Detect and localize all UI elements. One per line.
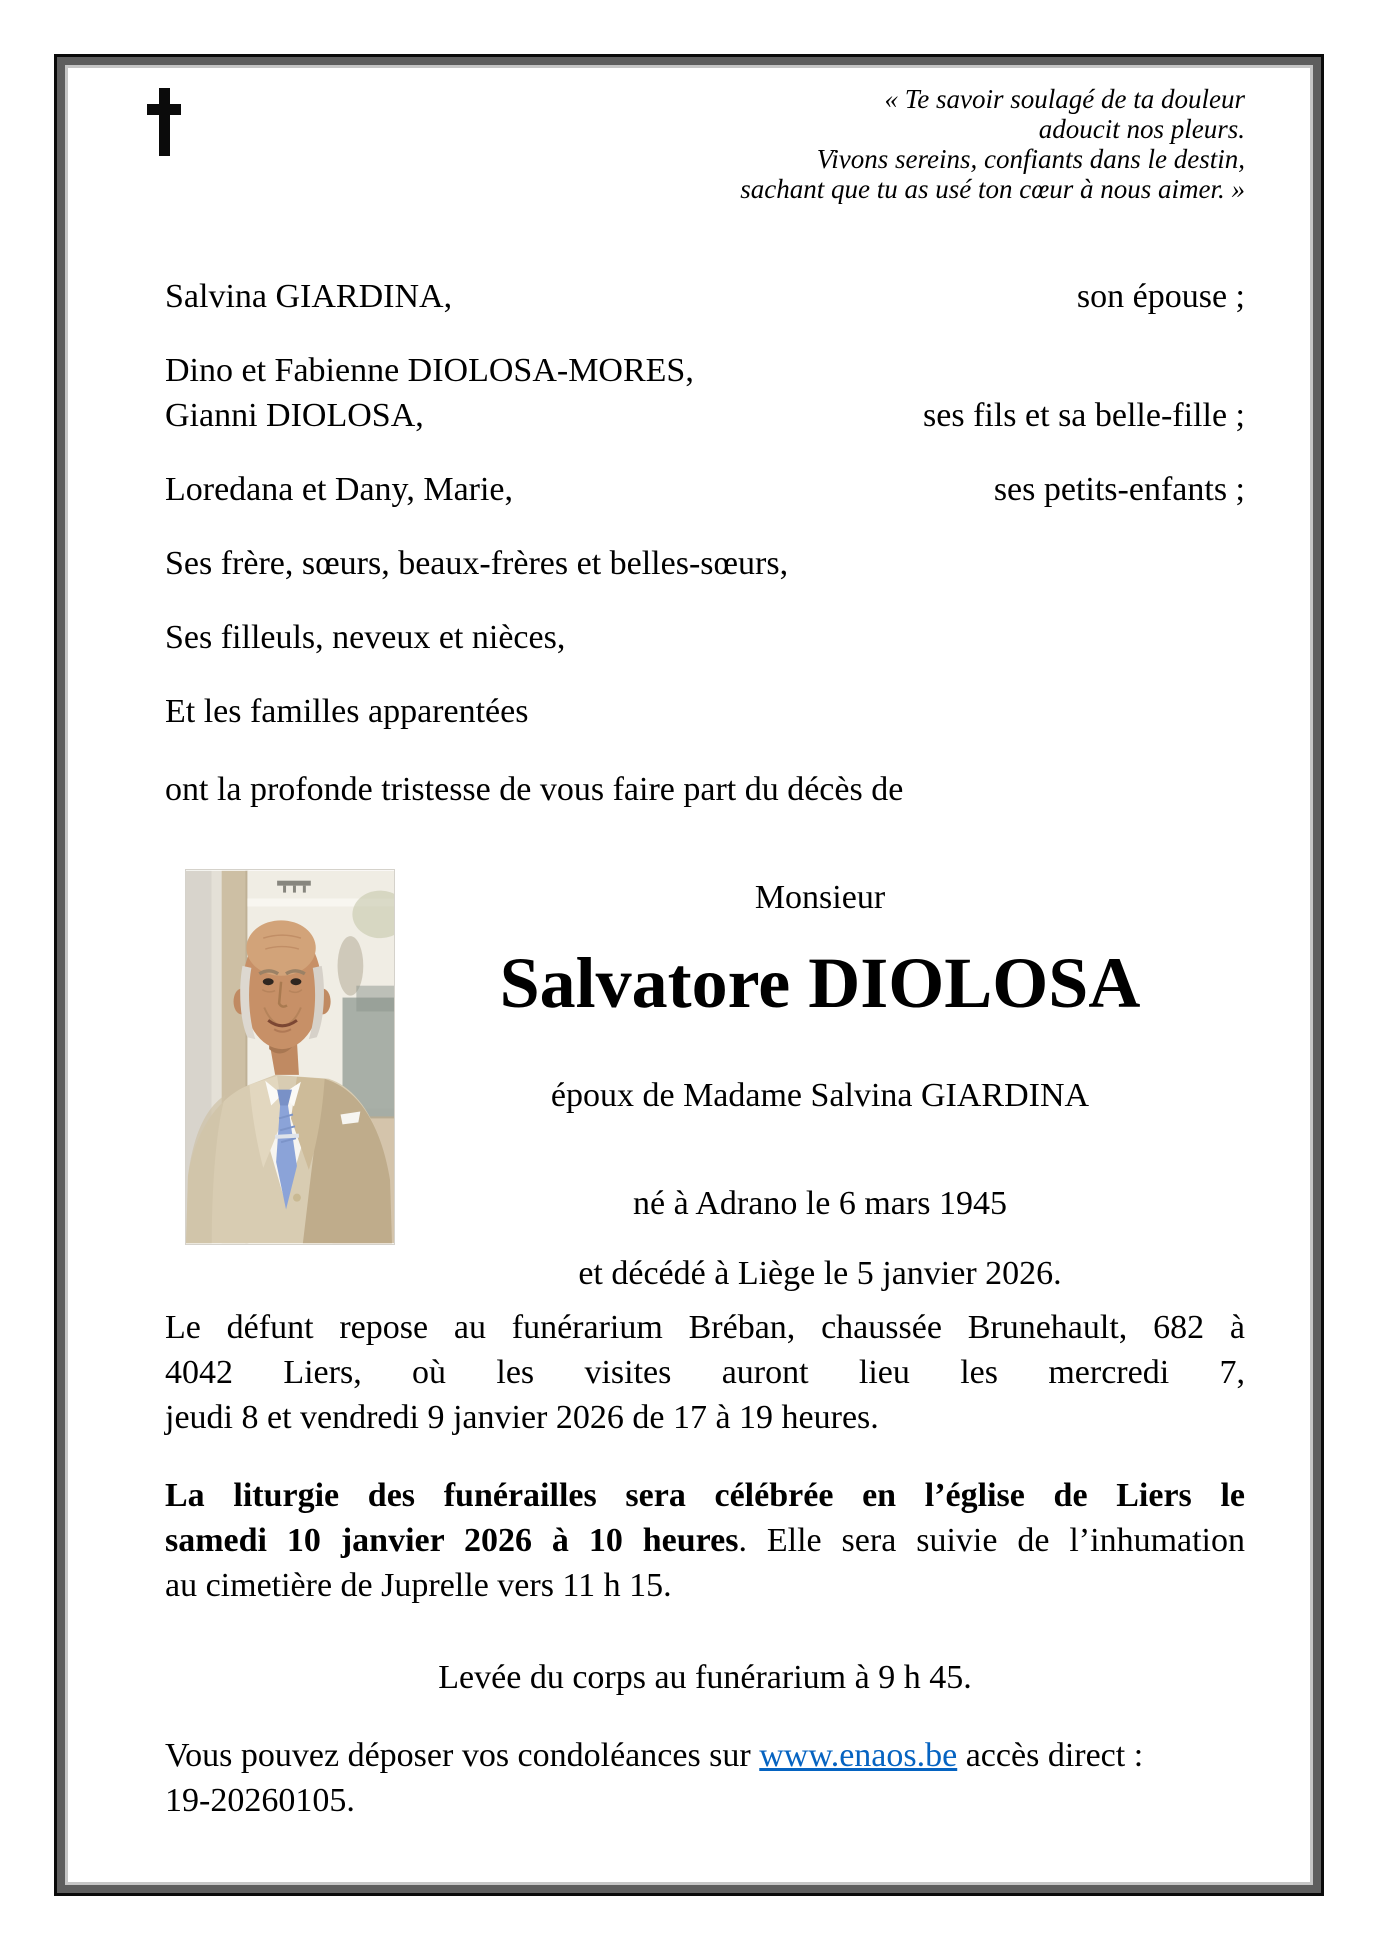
family-names bbox=[165, 467, 513, 512]
portrait-illustration bbox=[186, 870, 394, 1244]
family-row bbox=[165, 689, 1245, 734]
quote-line: Vivons sereins, confiants dans le destin, bbox=[816, 144, 1245, 174]
family-name: Ses frère, sœurs, beaux-frères et belles-sœurs, bbox=[165, 545, 789, 582]
family-list bbox=[165, 274, 1245, 734]
liturgy-line: au cimetière de Juprelle vers 11 h 15. bbox=[165, 1567, 672, 1604]
liturgy-paragraph bbox=[165, 1473, 1245, 1608]
portrait-photo bbox=[185, 869, 395, 1245]
quote-line: « Te savoir soulagé de ta douleur bbox=[884, 84, 1245, 114]
repose-line: jeudi 8 et vendredi 9 janvier 2026 de 17 à 19 heures. bbox=[165, 1399, 879, 1436]
deceased-name: Salvatore DIOLOSA bbox=[499, 943, 1141, 1023]
header bbox=[165, 84, 1245, 206]
page-content bbox=[68, 68, 1310, 1882]
page-frame bbox=[54, 54, 1324, 1896]
enaos-link[interactable]: www.enaos.be bbox=[759, 1737, 958, 1774]
spouse-line: époux de Madame Salvina GIARDINA bbox=[550, 1077, 1090, 1114]
deceased-section bbox=[165, 869, 1245, 1296]
condolences-ref: 19-20260105. bbox=[165, 1782, 355, 1819]
page-frame-band bbox=[57, 57, 1321, 1893]
memorial-quote bbox=[165, 84, 1245, 204]
cross-icon bbox=[147, 88, 181, 156]
family-names bbox=[165, 274, 452, 319]
page-frame-inner bbox=[65, 65, 1313, 1885]
family-relation: ses petits-enfants ; bbox=[993, 471, 1245, 508]
family-row bbox=[165, 348, 1245, 438]
announcement-line: ont la profonde tristesse de vous faire part du décès de bbox=[165, 771, 904, 808]
repose-line: 4042 Liers, où les visites auront lieu les mercredi 7, bbox=[165, 1354, 1245, 1391]
condolences-text-after: accès direct : bbox=[957, 1737, 1144, 1774]
family-name: Dino et Fabienne DIOLOSA-MORES, bbox=[165, 352, 694, 389]
family-row bbox=[165, 274, 1245, 319]
quote-line: sachant que tu as usé ton cœur à nous aimer. » bbox=[740, 174, 1245, 204]
deceased-center-column bbox=[395, 869, 1245, 1296]
family-relation: son épouse ; bbox=[1076, 278, 1245, 315]
family-names bbox=[165, 348, 694, 438]
condolences-paragraph bbox=[165, 1733, 1245, 1823]
repose-line: Le défunt repose au funérarium Bréban, chaussée Brunehault, 682 à bbox=[165, 1309, 1245, 1346]
birth-line: né à Adrano le 6 mars 1945 bbox=[633, 1185, 1007, 1222]
condolences-text-before: Vous pouvez déposer vos condoléances sur bbox=[165, 1737, 760, 1774]
quote-line: adoucit nos pleurs. bbox=[1038, 114, 1245, 144]
family-row bbox=[165, 541, 1245, 586]
family-name: Ses filleuls, neveux et nièces, bbox=[165, 619, 566, 656]
repose-paragraph bbox=[165, 1305, 1245, 1440]
deceased-title: Monsieur bbox=[754, 879, 886, 916]
family-row bbox=[165, 615, 1245, 660]
family-relation: ses fils et sa belle-fille ; bbox=[923, 397, 1245, 434]
family-name: Gianni DIOLOSA, bbox=[165, 397, 424, 434]
liturgy-line bbox=[165, 1518, 1245, 1563]
liturgy-line: La liturgie des funérailles sera célébrée en l’église de Liers le bbox=[165, 1477, 1245, 1514]
condolences-line bbox=[165, 1733, 1245, 1778]
liturgy-regular-part: . Elle sera suivie de l’inhumation bbox=[738, 1522, 1246, 1559]
family-name: Loredana et Dany, Marie, bbox=[165, 471, 514, 508]
family-row bbox=[165, 467, 1245, 512]
family-name: Salvina GIARDINA, bbox=[165, 278, 453, 315]
levee-line: Levée du corps au funérarium à 9 h 45. bbox=[438, 1659, 972, 1696]
family-name: Et les familles apparentées bbox=[165, 693, 529, 730]
liturgy-bold-part: samedi 10 janvier 2026 à 10 heures bbox=[165, 1522, 739, 1559]
death-line: et décédé à Liège le 5 janvier 2026. bbox=[578, 1255, 1062, 1292]
